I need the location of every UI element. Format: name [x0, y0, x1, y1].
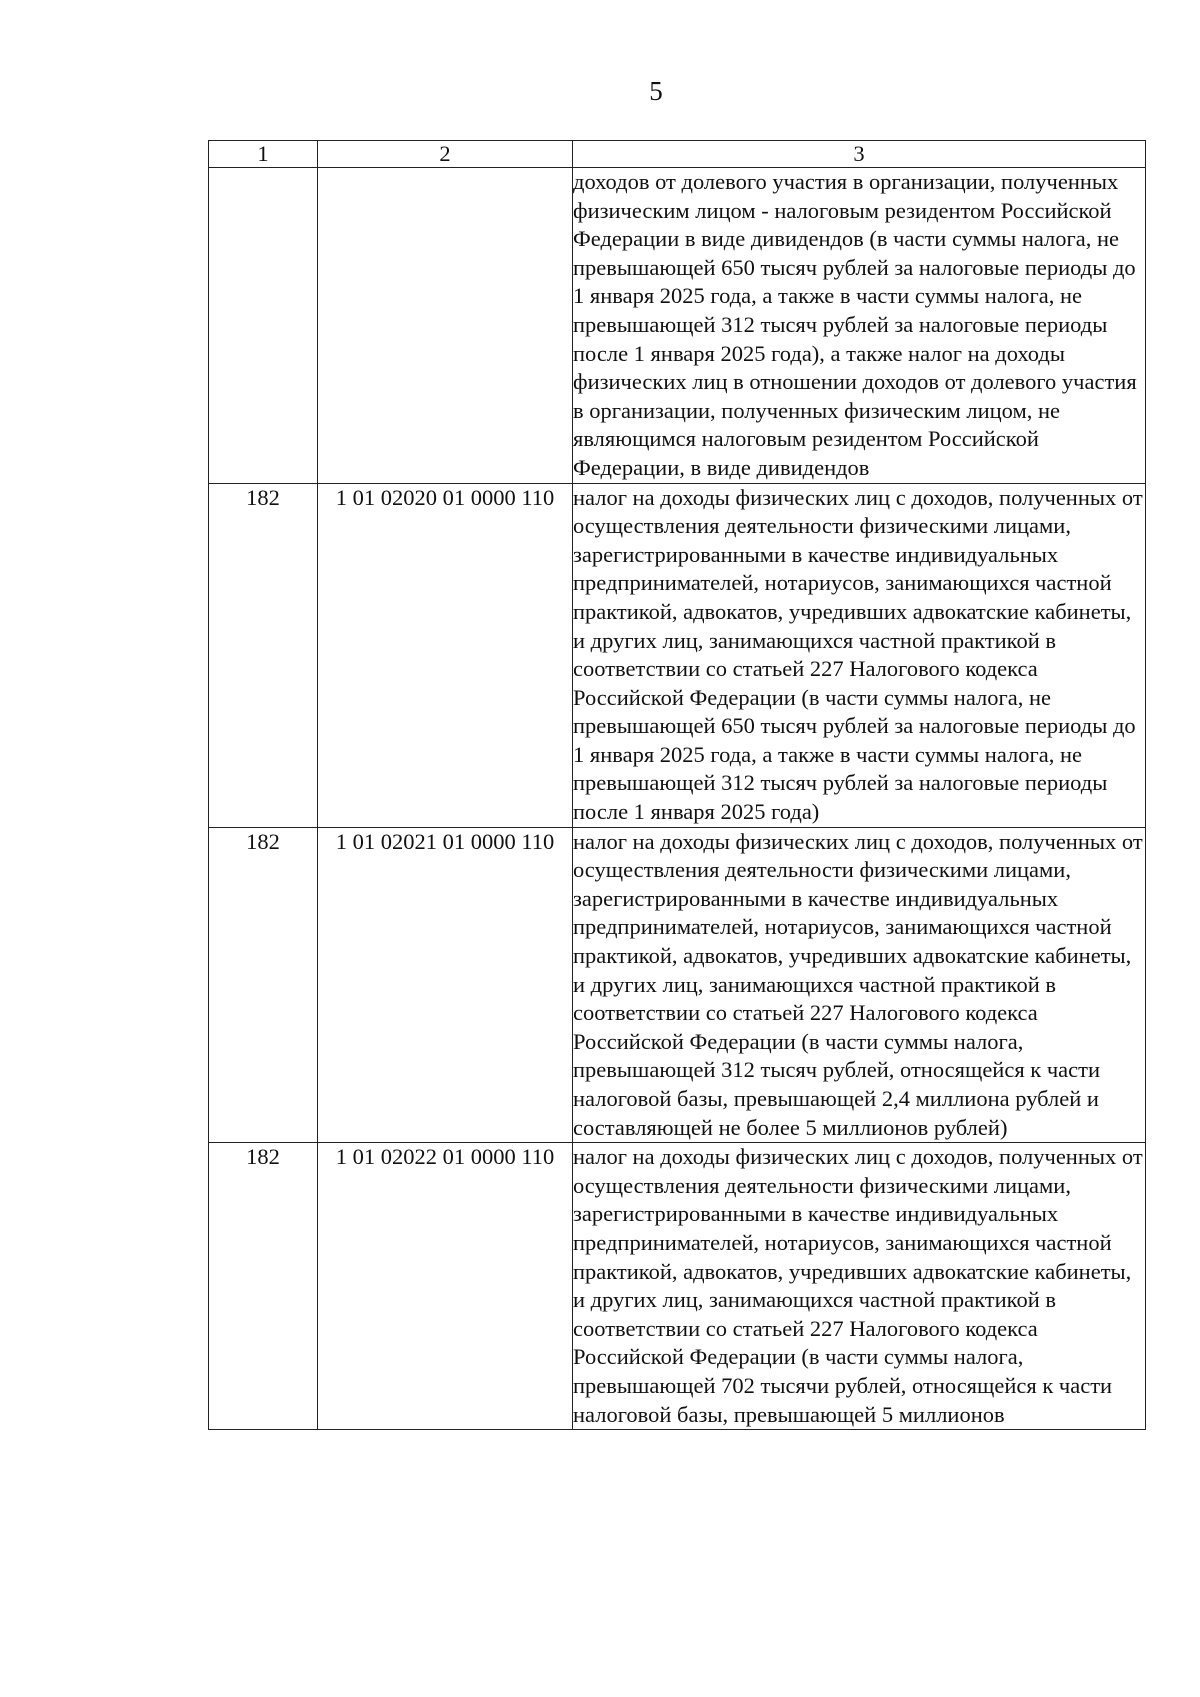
budget-codes-table: [208, 140, 1146, 1430]
admin-code-cell: 182: [209, 827, 318, 1143]
admin-code-cell: [209, 168, 318, 484]
budget-code-cell: 1 01 02020 01 0000 110: [318, 483, 573, 827]
description-text: доходов от долевого участия в организации, полученных физическим лицом - налоговым резидентом Российской Федерации в виде дивидендов (в части суммы налога, не превышающей 650 тысяч рублей за налоговые периоды до 1 января 2025 года, а также в части суммы налога, не превышающей 312 тысяч рублей за налоговые периоды после 1 января 2025 года), а также налог на доходы физических лиц в отношении доходов от долевого участия в организации, полученных физическим лицом, не являющимся налоговым резидентом Российской Федерации, в виде дивидендов: [573, 169, 1137, 480]
admin-code-cell: 182: [209, 483, 318, 827]
description-cell: [573, 483, 1146, 827]
description-text: налог на доходы физических лиц с доходов, полученных от осуществления деятельности физическими лицами, зарегистрированными в качестве индивидуальных предпринимателей, нотариусов, занимающихся частной практикой, адвокатов, учредивших адвокатские кабинеты, и других лиц, занимающихся частной практикой в соответствии со статьей 227 Налогового кодекса Российской Федерации (в части суммы налога, превышающей 312 тысяч рублей, относящейся к части налоговой базы, превышающей 2,4 миллиона рублей и составляющей не более 5 миллионов рублей): [573, 828, 1143, 1140]
header-cell-3: 3: [573, 141, 1146, 168]
table-row: [209, 1143, 1146, 1430]
admin-code-cell: 182: [209, 1143, 318, 1430]
header-cell-1: 1: [209, 141, 318, 168]
description-cell: [573, 827, 1146, 1143]
table-row: [209, 827, 1146, 1143]
description-cell: [573, 168, 1146, 484]
table-row: [209, 168, 1146, 484]
table-row: [209, 483, 1146, 827]
header-cell-2: 2: [318, 141, 573, 168]
description-text: налог на доходы физических лиц с доходов, полученных от осуществления деятельности физическими лицами, зарегистрированными в качестве индивидуальных предпринимателей, нотариусов, занимающихся частной практикой, адвокатов, учредивших адвокатские кабинеты, и других лиц, занимающихся частной практикой в соответствии со статьей 227 Налогового кодекса Российской Федерации (в части суммы налога, превышающей 702 тысячи рублей, относящейся к части налоговой базы, превышающей 5 миллионов: [573, 1144, 1143, 1427]
page-number: 5: [649, 76, 663, 106]
description-cell: [573, 1143, 1146, 1430]
table-header-row: [209, 141, 1146, 168]
budget-code-cell: 1 01 02022 01 0000 110: [318, 1143, 573, 1430]
description-text: налог на доходы физических лиц с доходов, полученных от осуществления деятельности физическими лицами, зарегистрированными в качестве индивидуальных предпринимателей, нотариусов, занимающихся частной практикой, адвокатов, учредивших адвокатские кабинеты, и других лиц, занимающихся частной практикой в соответствии со статьей 227 Налогового кодекса Российской Федерации (в части суммы налога, не превышающей 650 тысяч рублей за налоговые периоды до 1 января 2025 года, а также в части суммы налога, не превышающей 312 тысяч рублей за налоговые периоды после 1 января 2025 года): [573, 484, 1143, 825]
budget-code-cell: [318, 168, 573, 484]
budget-code-cell: 1 01 02021 01 0000 110: [318, 827, 573, 1143]
